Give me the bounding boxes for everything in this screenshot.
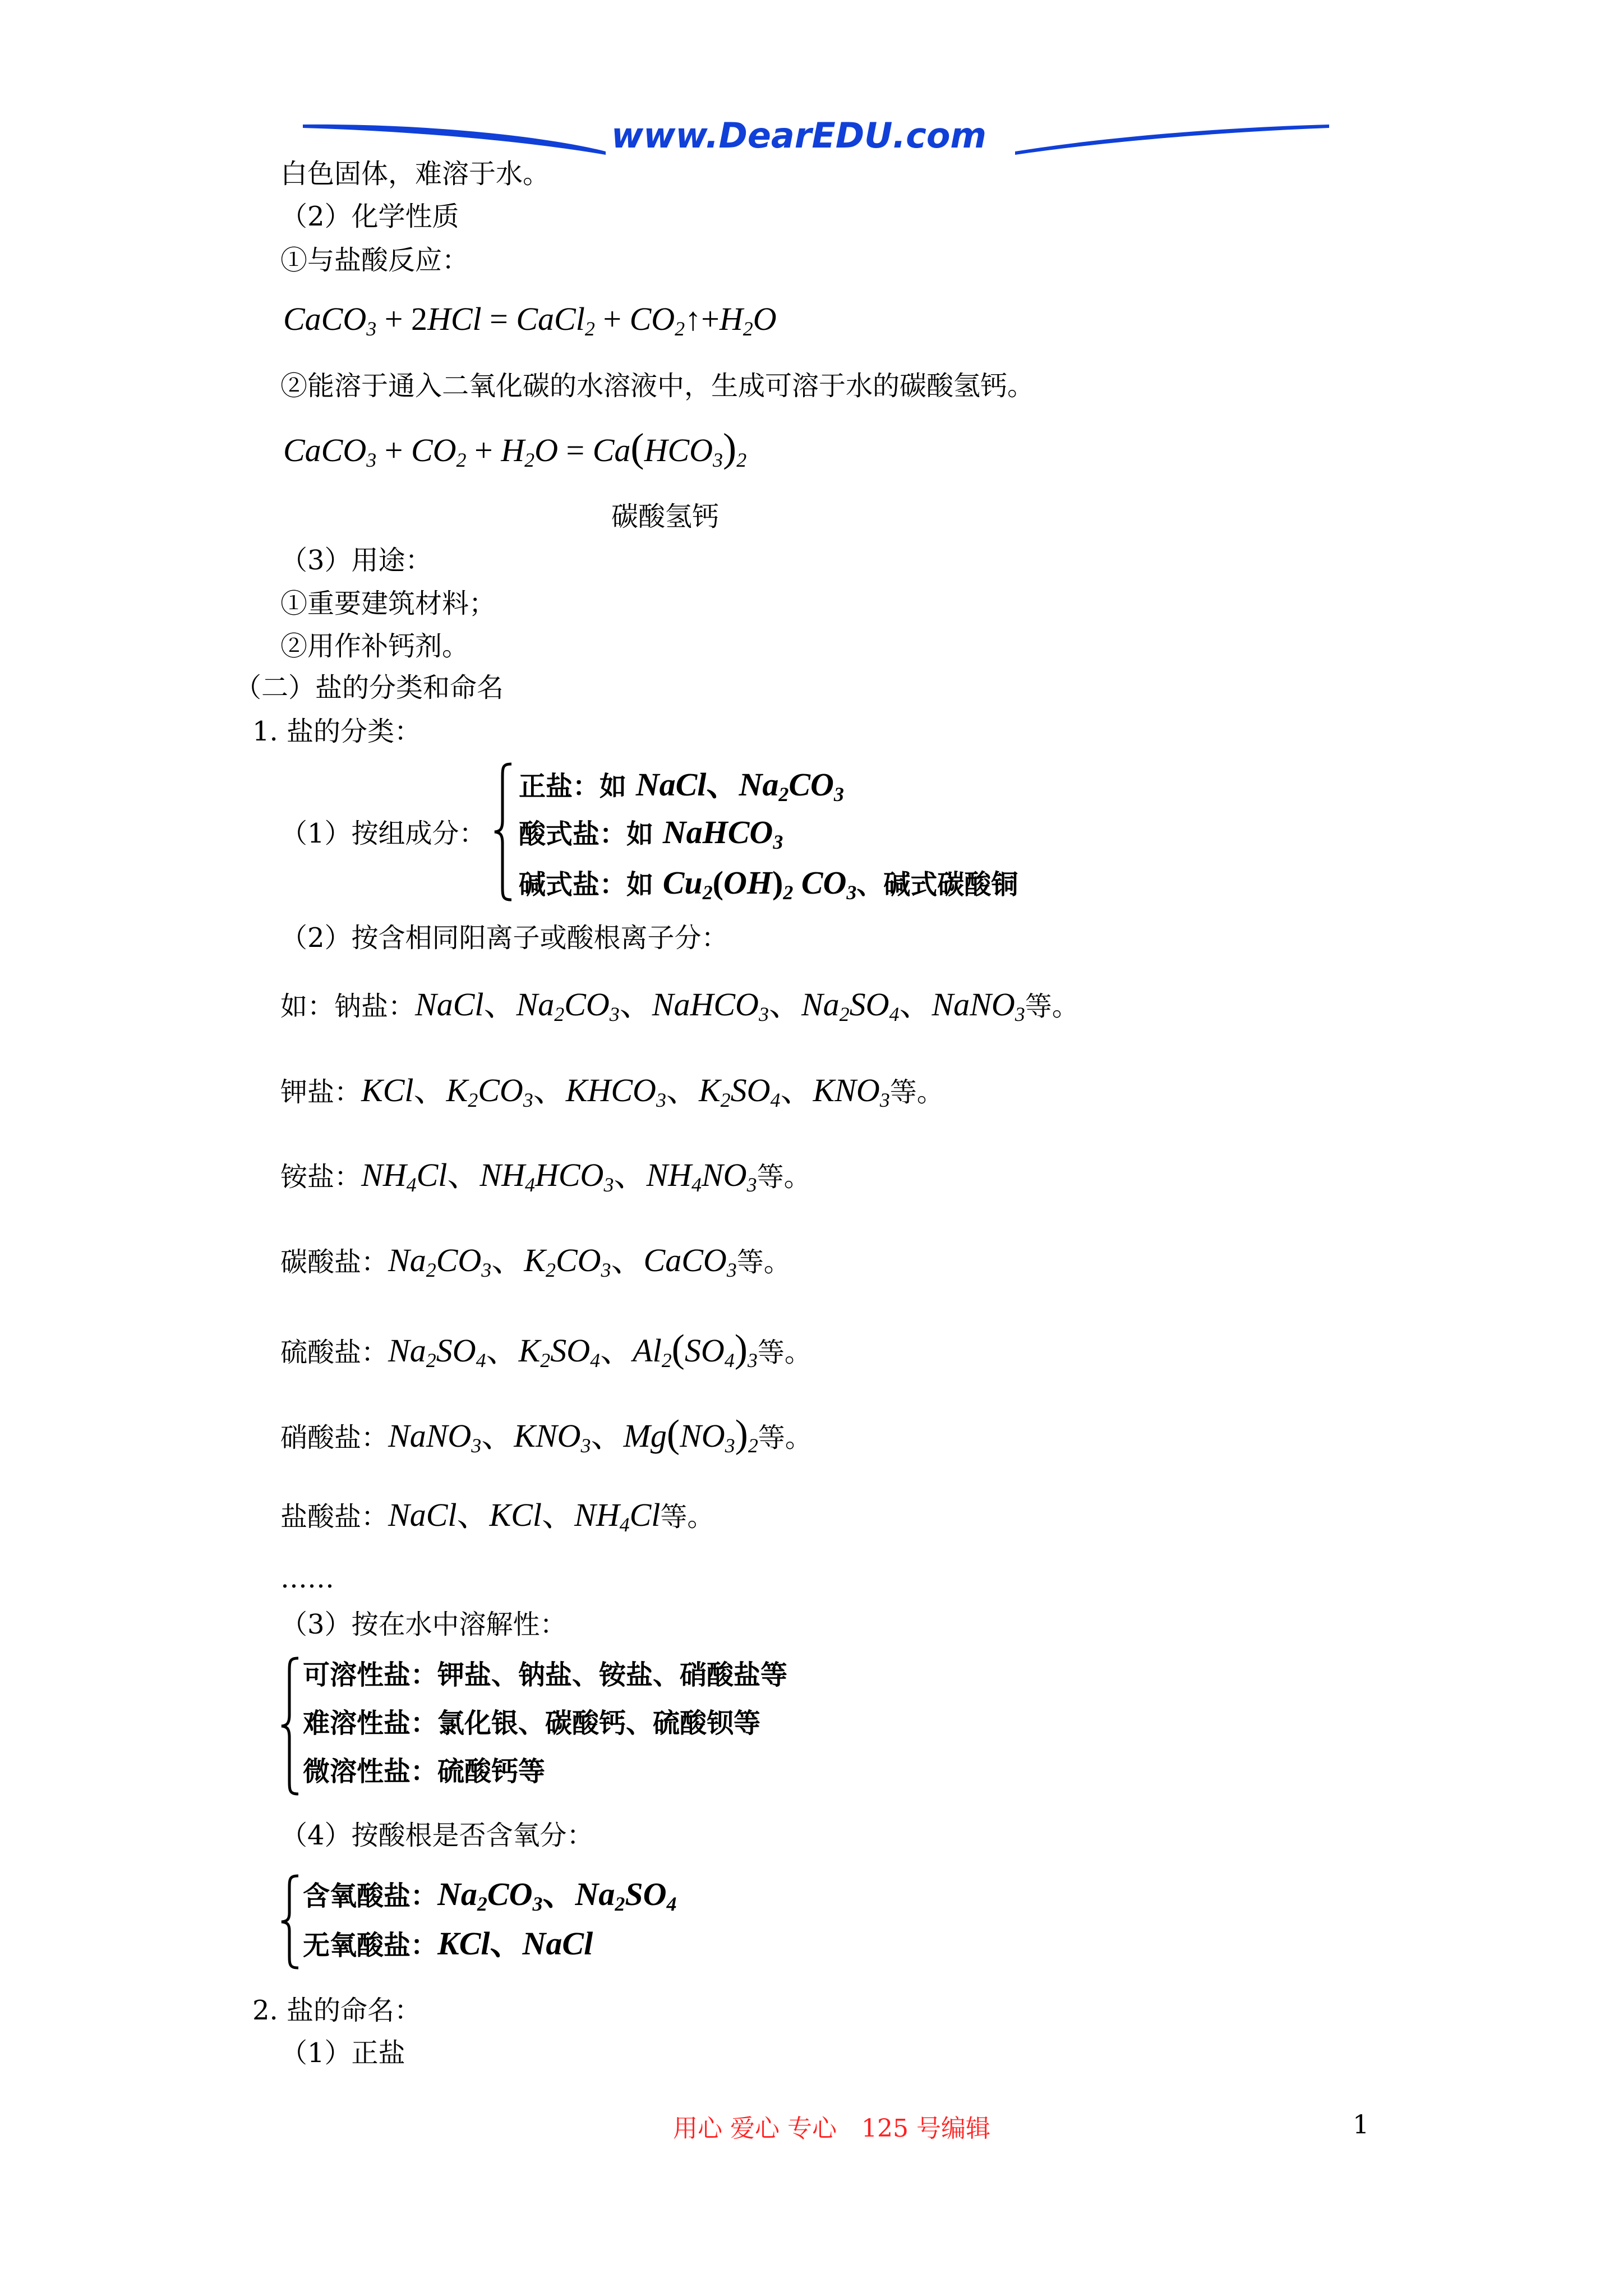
brace-icon <box>280 1874 301 1970</box>
solubility-item: 难溶性盐：氯化银、碳酸钙、硫酸钡等 <box>303 1708 761 1739</box>
equation: CaCO$_3$ + 2HCl = CaCl$_2$ + $CO_2↑+H_2O$ <box>283 301 777 341</box>
solubility-item: 微溶性盐：硫酸钙等 <box>303 1756 546 1787</box>
oxy-item: 含氧酸盐：$Na_2CO_3$、$Na_2SO_4$ <box>303 1876 677 1916</box>
text-line: （1）按组成分： <box>280 818 486 849</box>
text-line: （1）正盐 <box>280 2037 405 2069</box>
salt-group: 碳酸盐：$Na_2CO_3$、$K_2CO_3$、CaCO$_3$等。 <box>280 1242 791 1282</box>
brace-icon <box>280 1656 301 1796</box>
text-line: 碳酸氢钙 <box>611 501 720 532</box>
text-line: （4）按酸根是否含氧分： <box>280 1820 594 1851</box>
class-item: 碱式盐：如 $Cu_2(OH)_2$ $CO_3$、碱式碳酸铜 <box>519 864 1018 904</box>
text-line: ②能溶于通入二氧化碳的水溶液中，生成可溶于水的碳酸氢钙。 <box>280 370 1035 402</box>
ellipsis: …… <box>280 1563 334 1594</box>
brace-icon <box>494 762 514 902</box>
salt-group: 钾盐：KCl、$K_2CO_3$、$KHCO_3$、$K_2SO_4$、$KNO_3$等。 <box>280 1072 944 1112</box>
class-item: 酸式盐：如 NaHCO$_3$ <box>519 814 783 854</box>
class-item: 正盐：如 NaCl、$Na_2CO_3$ <box>519 766 844 806</box>
text-line: （3）按在水中溶解性： <box>280 1609 567 1640</box>
text-line: （2）按含相同阳离子或酸根离子分： <box>280 922 728 954</box>
page-number: 1 <box>1353 2109 1370 2139</box>
text-line: 1. 盐的分类： <box>252 716 422 747</box>
logo-text: www.DearEDU.com <box>611 115 987 156</box>
oxy-item: 无氧酸盐：KCl、NaCl <box>303 1925 593 1962</box>
footer-text: 用心 爱心 专心 125 号编辑 <box>673 2114 990 2143</box>
salt-group: 硫酸盐：$Na_2SO_4$、$K_2SO_4$、$Al_2(SO_4)_3$等。 <box>280 1327 811 1372</box>
section-heading: （二）盐的分类和命名 <box>234 672 504 703</box>
salt-group: 铵盐：$NH_4Cl$、$NH_4HCO_3$、$NH_4NO_3$等。 <box>280 1157 811 1197</box>
text-line: ①与盐酸反应： <box>280 245 469 276</box>
salt-group: 硝酸盐：NaNO$_3$、$KNO_3$、$Mg(NO_3)_2$等。 <box>280 1412 812 1457</box>
text-line: ①重要建筑材料； <box>280 588 496 619</box>
equation: CaCO$_3$ + $CO_2 + H_2O = Ca(HCO_3)_2$ <box>283 425 747 472</box>
text-line: （3）用途： <box>280 545 432 576</box>
salt-group: 盐酸盐：NaCl、KCl、$NH_4Cl$等。 <box>280 1497 714 1536</box>
text-line: （2）化学性质 <box>280 201 459 232</box>
text-line: 2. 盐的命名： <box>252 1995 422 2026</box>
text-line: 白色固体，难溶于水。 <box>280 158 550 190</box>
solubility-item: 可溶性盐：钾盐、钠盐、铵盐、硝酸盐等 <box>303 1659 788 1691</box>
salt-group: 如：钠盐：NaCl、$Na_2CO_3$、NaHCO$_3$、$Na_2SO_4$、NaNO$_3$等。 <box>280 986 1079 1026</box>
text-line: ②用作补钙剂。 <box>280 631 469 662</box>
